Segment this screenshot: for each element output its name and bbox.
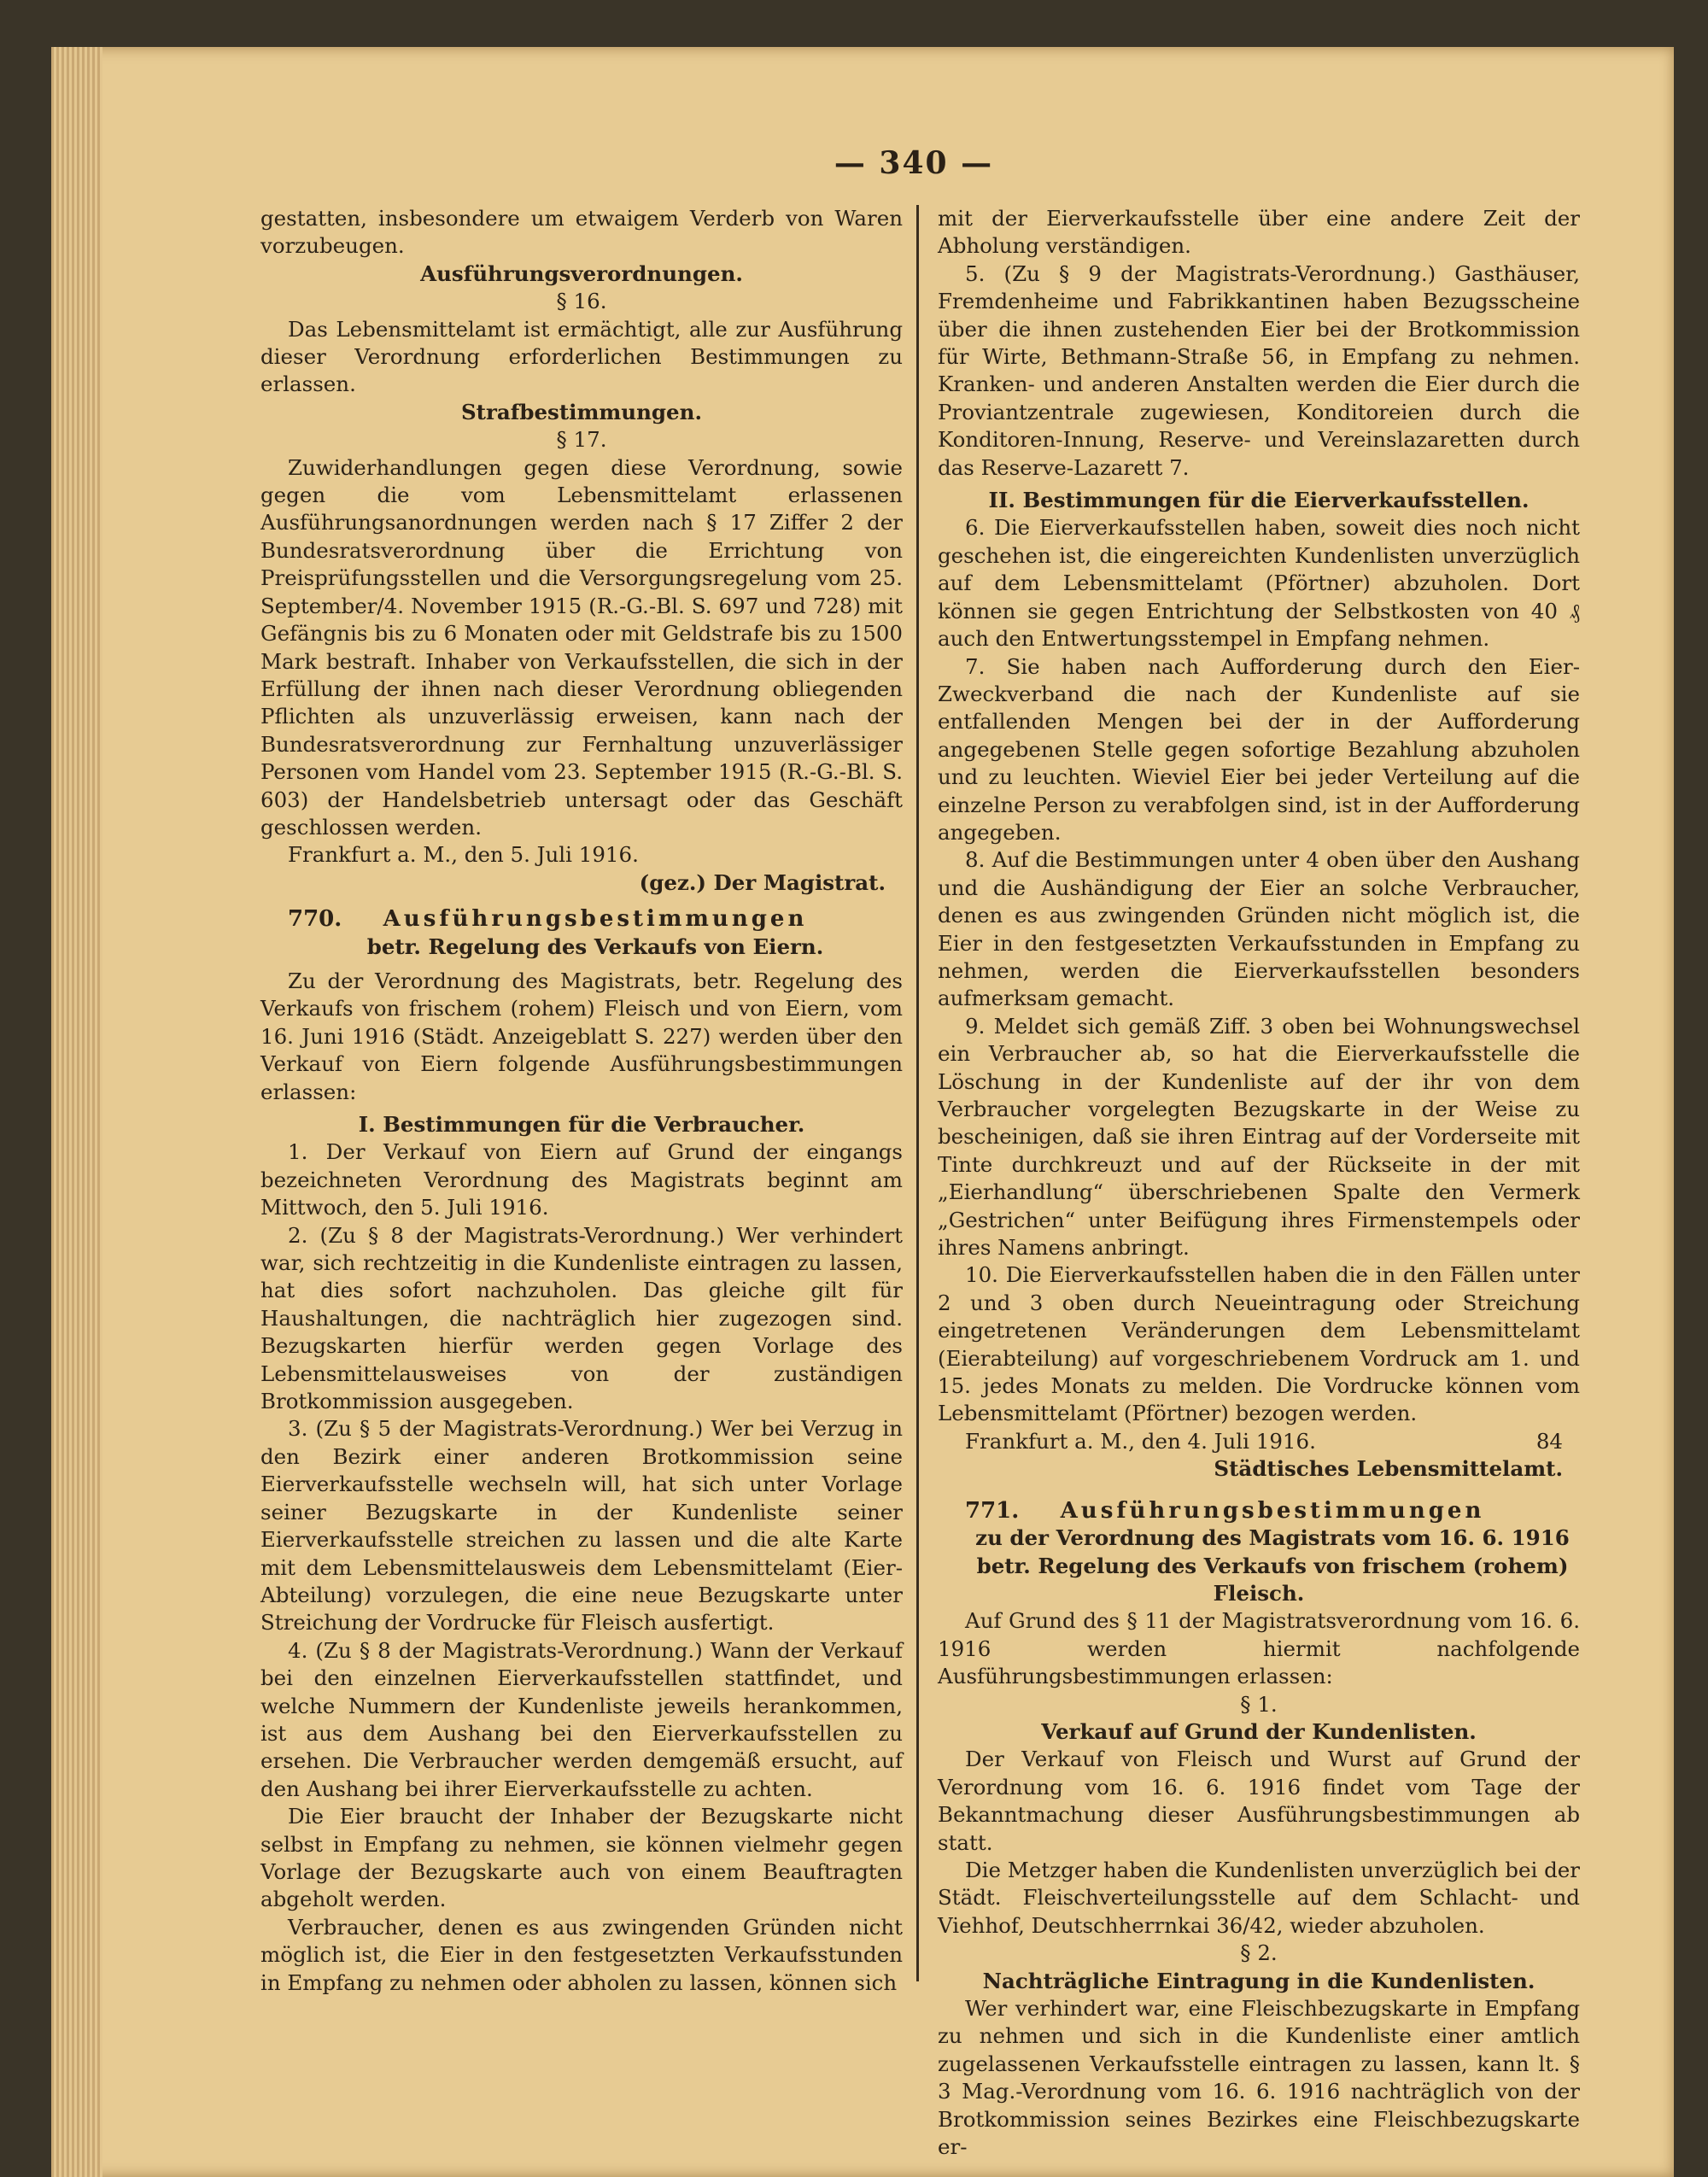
- part-1-heading: I. Bestimmungen für die Verbraucher.: [358, 1112, 805, 1137]
- paragraph-1-text: Der Verkauf von Fleisch und Wurst auf Grund der Verordnung vom 16. 6. 1916 findet vom Tage der Bekanntmachung dieser Ausführungsbestimmungen ab statt.: [938, 1747, 1580, 1855]
- continuation-paragraph: gestatten, insbesondere um etwaigem Verderb von Waren vorzubeugen.: [260, 206, 903, 259]
- page-number: — 340 —: [834, 145, 994, 181]
- paragraph-number-2: § 2.: [1240, 1940, 1278, 1966]
- left-column: [260, 205, 903, 1997]
- right-column: [938, 205, 1580, 2161]
- date-line-1: Frankfurt a. M., den 5. Juli 1916.: [288, 842, 639, 868]
- paragraph-number-16: § 16.: [556, 289, 607, 314]
- item-8: 8. Auf die Bestimmungen unter 4 oben über den Aushang und die Aushändigung der Eier an solche Verbraucher, denen es aus zwingenden Gründen nicht möglich ist, die Eier in den festgesetzten Verkaufsstunden in Empfang zu nehmen, werden die Eierverkaufsstellen besonders aufmerksam gemacht.: [938, 847, 1580, 1011]
- item-10: 10. Die Eierverkaufsstellen haben die in den Fällen unter 2 und 3 oben durch Neueintragung oder Streichung eingetretenen Veränderungen dem Lebensmittelamt (Eierabteilung) auf vorgeschriebenem Vordruck am 1. und 15. jedes Monats zu melden. Die Vordrucke können vom Lebensmittelamt (Pförtner) bezogen werden.: [938, 1262, 1580, 1426]
- paragraph-17-text: Zuwiderhandlungen gegen diese Verordnung, sowie gegen die vom Lebensmittelamt erlassenen Ausführungsanordnungen werden nach § 17 Ziffer 2 der Bundesratsverordnung über die Errichtung von Preisprüfungsstellen und die Versorgungsregelung vom 25. September/4. November 1915 (R.-G.-Bl. S. 697 und 728) mit Gefängnis bis zu 6 Monaten oder mit Geldstrafe bis zu 1500 Mark bestraft. Inhaber von Verkaufsstellen, die sich in der Erfüllung der ihnen nach dieser Verordnung obliegenden Pflichten als unzuverlässig erweisen, kann nach der Bundesratsverordnung zur Fernhaltung unzuverlässiger Personen vom Handel vom 23. September 1915 (R.-G.-Bl. S. 603) der Handelsbetrieb untersagt oder das Geschäft geschlossen werden.: [260, 454, 903, 840]
- paragraph-2-heading: Nachträgliche Eintragung in die Kundenlisten.: [982, 1968, 1535, 1993]
- section-771-number: 771.: [965, 1497, 1020, 1524]
- section-770-intro: Zu der Verordnung des Magistrats, betr. Regelung des Verkaufs von frischem (rohem) Fleisch und von Eiern, vom 16. Juni 1916 (Städt. Anzeigeblatt S. 227) werden über den Verkauf von Eiern folgende Ausführungsbestimmungen erlassen:: [260, 968, 903, 1104]
- section-770-subtitle: betr. Regelung des Verkaufs von Eiern.: [366, 933, 824, 959]
- paragraph-number-1: § 1.: [1240, 1691, 1278, 1717]
- page-edge-stack: [51, 47, 102, 2177]
- paragraph-2-text: Wer verhindert war, eine Fleischbezugskarte in Empfang zu nehmen und sich in die Kundenliste einer amtlich zugelassenen Verkaufsstelle eintragen zu lassen, kann lt. § 3 Mag.-Verordnung vom 16. 6. 1916 nachträglich von der Brotkommission seines Bezirkes eine Fleischbezugskarte er-: [938, 1996, 1580, 2160]
- item-4-b: Die Eier braucht der Inhaber der Bezugskarte nicht selbst in Empfang zu nehmen, sie können vielmehr gegen Vorlage der Bezugskarte auch von einem Beauftragten abgeholt werden.: [260, 1804, 903, 1912]
- section-771-subtitle-2: betr. Regelung des Verkaufs von frischem (rohem) Fleisch.: [976, 1553, 1569, 1606]
- item-6: 6. Die Eierverkaufsstellen haben, soweit dies noch nicht geschehen ist, die eingereichten Kundenlisten unverzüglich auf dem Lebensmittelamt (Pförtner) abzuholen. Dort können sie gegen Entrichtung der Selbstkosten von 40 ₰ auch den Entwertungsstempel in Empfang nehmen.: [938, 515, 1580, 652]
- signature-lebensmittelamt: Städtisches Lebensmittelamt.: [1214, 1456, 1563, 1482]
- heading-strafbestimmungen: Strafbestimmungen.: [460, 399, 702, 424]
- item-3: 3. (Zu § 5 der Magistrats-Verordnung.) Wer bei Verzug in den Bezirk einer anderen Brotkommission seine Eierverkaufsstelle wechseln will, hat sich unter Vorlage seiner Bezugskarte in der Kundenliste seiner Eierverkaufsstelle streichen zu lassen und die alte Karte mit dem Lebensmittelausweis dem Lebensmittelamt (Eier-Abteilung) vorzulegen, die eine neue Bezugskarte unter Streichung der Vordrucke für Fleisch ausfertigt.: [260, 1416, 903, 1636]
- item-9: 9. Meldet sich gemäß Ziff. 3 oben bei Wohnungswechsel ein Verbraucher ab, so hat die Eierverkaufsstelle die Löschung in der Kundenliste auf der ihr von dem Verbraucher vorgelegten Bezugskarte in der Weise zu bescheinigen, daß sie ihren Eintrag auf der Vorderseite mit Tinte durchkreuzt und auf der Rückseite in der mit „Eierhandlung“ überschriebenen Spalte den Vermerk „Gestrichen“ unter Beifügung ihres Firmenstempels oder ihres Namens anbringt.: [938, 1013, 1580, 1261]
- item-5: 5. (Zu § 9 der Magistrats-Verordnung.) Gasthäuser, Fremdenheime und Fabrikkantinen haben Bezugsscheine über die ihnen zustehenden Eier bei der Brotkommission für Wirte, Bethmann-Straße 56, in Empfang zu nehmen. Kranken- und anderen Anstalten werden die Eier durch die Proviantzentrale zugewiesen, Konditoreien durch die Konditoren-Innung, Reserve- und Vereinslazaretten durch das Reserve-Lazarett 7.: [938, 260, 1580, 480]
- section-770-number: 770.: [288, 906, 342, 933]
- paragraph-number-17: § 17.: [556, 427, 607, 453]
- date-line-2: [938, 1428, 1580, 1455]
- signature-magistrat: (gez.) Der Magistrat.: [639, 869, 886, 895]
- date-line-2-text: Frankfurt a. M., den 4. Juli 1916.: [965, 1428, 1316, 1454]
- section-770-title: Ausführungsbestimmungen: [383, 906, 808, 933]
- column-divider: [916, 205, 919, 1981]
- section-771-title: Ausführungsbestimmungen: [1060, 1497, 1485, 1524]
- paragraph-16-text: Das Lebensmittelamt ist ermächtigt, alle zur Ausführung dieser Verordnung erforderlichen Bestimmungen zu erlassen.: [260, 316, 903, 397]
- section-771-subtitle-1: zu der Verordnung des Magistrats vom 16. 6. 1916: [975, 1525, 1570, 1551]
- item-1: 1. Der Verkauf von Eiern auf Grund der eingangs bezeichneten Verordnung des Magistrats beginnt am Mittwoch, den 5. Juli 1916.: [260, 1139, 903, 1220]
- section-770-heading: [260, 905, 903, 933]
- section-771-intro: Auf Grund des § 11 der Magistratsverordnung vom 16. 6. 1916 werden hiermit nachfolgende Ausführungsbestimmungen erlassen:: [938, 1608, 1580, 1689]
- heading-ausfuehrungsverordnungen: Ausführungsverordnungen.: [420, 260, 743, 286]
- paragraph-1-text-2: Die Metzger haben die Kundenlisten unverzüglich bei der Städt. Fleischverteilungsstelle auf dem Schlacht- und Viehhof, Deutschherrnkai 36/42, wieder abzuholen.: [938, 1857, 1580, 1938]
- part-2-heading: II. Bestimmungen für die Eierverkaufsstellen.: [988, 488, 1530, 513]
- paragraph-1-heading: Verkauf auf Grund der Kundenlisten.: [1041, 1718, 1477, 1744]
- item-4-c: Verbraucher, denen es aus zwingenden Gründen nicht möglich ist, die Eier in den festgesetzten Verkaufsstunden in Empfang zu nehmen oder abholen zu lassen, können sich: [260, 1914, 903, 1995]
- item-2: 2. (Zu § 8 der Magistrats-Verordnung.) Wer verhindert war, sich rechtzeitig in die Kundenliste eintragen zu lassen, hat dies sofort nachzuholen. Das gleiche gilt für Haushaltungen, die nachträglich hier zugezogen sind. Bezugskarten hierfür werden gegen Vorlage des Lebensmittelausweises von der zuständigen Brotkommission ausgegeben.: [260, 1222, 903, 1414]
- date-line-2-number: 84: [1535, 1428, 1563, 1454]
- section-771-heading: [938, 1497, 1580, 1524]
- item-7: 7. Sie haben nach Aufforderung durch den Eier-Zweckverband die nach der Kundenliste auf sie entfallenden Mengen bei der in der Aufforderung angegebenen Stelle gegen sofortige Bezahlung abzuholen und zu leuchten. Wieviel Eier bei jeder Verteilung auf die einzelne Person zu verabfolgen sind, ist in der Aufforderung angegeben.: [938, 653, 1580, 845]
- item-4: 4. (Zu § 8 der Magistrats-Verordnung.) Wann der Verkauf bei den einzelnen Eierverkaufsstellen stattfindet, und welche Nummern der Kundenliste jeweils herankommen, ist aus dem Aushang bei den Eierverkaufsstellen zu ersehen. Die Verbraucher werden demgemäß ersucht, auf den Aushang bei ihrer Eierverkaufsstelle zu achten.: [260, 1637, 903, 1801]
- continuation-paragraph-right: mit der Eierverkaufsstelle über eine andere Zeit der Abholung verständigen.: [938, 206, 1580, 259]
